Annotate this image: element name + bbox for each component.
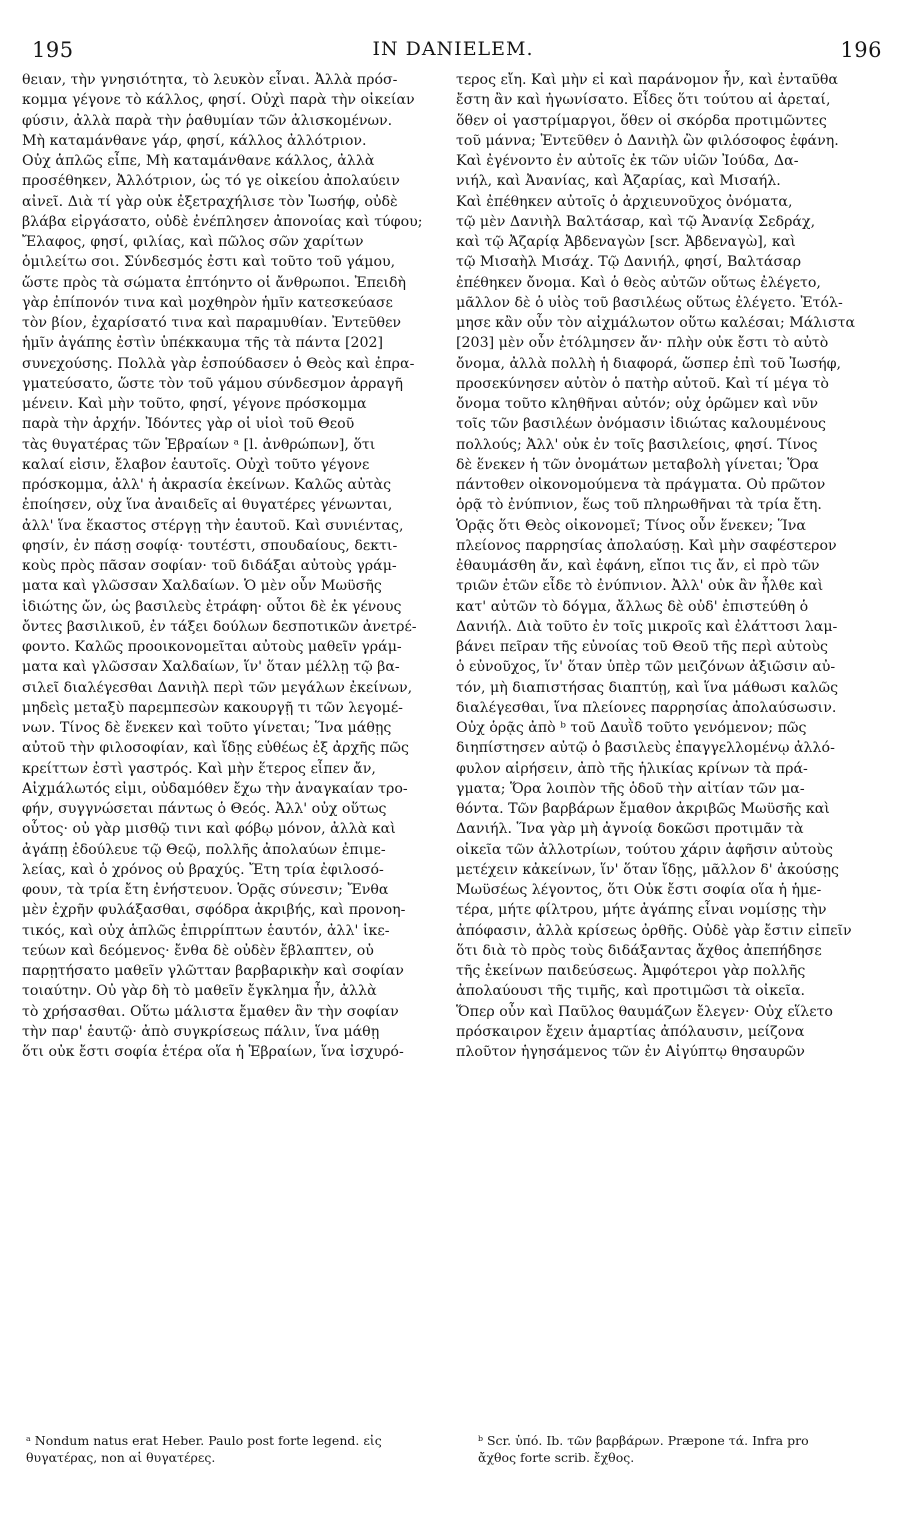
running-title: IN DANIELEM. xyxy=(372,38,534,60)
footnote-line: ᵇ Scr. ὑπό. Ib. τῶν βαρβάρων. Præpone τά. Infra pro xyxy=(478,1433,809,1448)
text-line: ὄνομα, ἀλλὰ πολλὴ ἡ διαφορά, ὥσπερ ἐπὶ τοῦ Ἰωσήφ, xyxy=(456,355,842,372)
footnote-right xyxy=(478,1432,908,1466)
text-line: θόντα. Τῶν βαρβάρων ἔμαθον ἀκριβῶς Μωϋσῆς καὶ xyxy=(456,801,830,817)
text-line: κομμα γέγονε τὸ κάλλος, φησί. Οὐχὶ παρὰ τὴν οἰκείαν xyxy=(22,92,415,109)
text-line: Οὐχ ἁπλῶς εἶπε, Μὴ καταμάνθανε κάλλος, ἀλλὰ xyxy=(22,153,375,169)
text-line: τὸν βίον, ἐχαρίσατό τινα καὶ παραμυθίαν. Ἐντεῦθεν xyxy=(22,315,402,331)
text-line: παρῃτήσατο μαθεῖν γλῶτταν βαρβαρικὴν καὶ σοφίαν xyxy=(22,963,404,979)
text-line: φησίν, ἐν πάσῃ σοφίᾳ· τουτέστι, σπουδαίους, δεκτι- xyxy=(22,537,398,554)
text-line: οἰκεῖα τῶν ἀλλοτρίων, τούτου χάριν ἀφῆσιν αὐτοὺς xyxy=(456,841,833,858)
text-line: κοὺς πρὸς πᾶσαν σοφίαν· τοῦ διδάξαι αὐτοὺς γράμ- xyxy=(22,558,397,574)
text-line: συνεχούσης. Πολλὰ γὰρ ἐσπούδασεν ὁ Θεὸς καὶ ἐπρα- xyxy=(22,355,415,372)
text-line: ἔστη ἂν καὶ ἠγωνίσατο. Εἶδες ὅτι τούτου αἱ ἀρεταί, xyxy=(456,92,831,109)
text-line: γὰρ ἐπίπονόν τινα καὶ μοχθηρὸν ἡμῖν κατεσκεύασε xyxy=(22,294,393,311)
text-line: μένειν. Καὶ μὴν τοῦτο, φησί, γέγονε πρόσκομμα xyxy=(22,396,367,412)
text-line: διηπίστησεν αὐτῷ ὁ βασιλεὺς ἐπαγγελλομένῳ ἀλλό- xyxy=(456,740,835,757)
text-line: φήν, συγγνώσεται πάντως ὁ Θεός. Ἀλλ' οὐχ οὕτως xyxy=(22,801,387,817)
text-line: ἀγάπῃ ἐδούλευε τῷ Θεῷ, πολλῆς ἀπολαύων ἐπιμε- xyxy=(22,841,386,858)
text-line: πρόσκομμα, ἀλλ' ἡ ἀκρασία ἐκείνων. Καλῶς αὐτὰς xyxy=(22,477,392,493)
text-line: γματεύσατο, ὥστε τὸν τοῦ γάμου σύνδεσμον ἀρραγῆ xyxy=(22,375,403,392)
footnote-line: θυγατέρας, non αἱ θυγατέρες. xyxy=(26,1450,216,1465)
text-line: διαλέγεσθαι, ἵνα πλείονες παρρησίας ἀπολαύσωσιν. xyxy=(456,699,837,716)
text-line: πρόσκαιρον ἔχειν ἁμαρτίας ἀπόλαυσιν, μείζονα xyxy=(456,1023,805,1040)
text-line: ἐθαυμάσθη ἄν, καὶ ἐφάνη, εἴποι τις ἄν, εἰ πρὸ τῶν xyxy=(456,558,820,574)
text-line: προσέθηκεν, Ἀλλότριον, ὡς τό γε οἰκείου ἀπολαύειν xyxy=(22,173,400,190)
text-line: Δανιήλ. Ἵνα γὰρ μὴ ἀγνοίᾳ δοκῶσι προτιμᾶν τὰ xyxy=(456,821,804,838)
text-line: φουν, τὰ τρία ἔτη ἐνήστευον. Ὁρᾷς σύνεσιν; Ἔνθα xyxy=(22,882,389,898)
text-line: τῷ Μισαὴλ Μισάχ. Τῷ Δανιήλ, φησί, Βαλτάσαρ xyxy=(456,254,802,271)
text-line: Οὐχ ὁρᾷς ἀπὸ ᵇ τοῦ Δαυῒδ τοῦτο γενόμενον; πῶς xyxy=(456,720,807,736)
text-line: προσεκύνησεν αὐτὸν ὁ πατὴρ αὐτοῦ. Καὶ τί μέγα τὸ xyxy=(456,375,829,392)
text-line: φύσιν, ἀλλὰ παρὰ τὴν ῥαθυμίαν τῶν ἀλισκομένων. xyxy=(22,112,393,129)
text-line: Μωϋσέως λέγοντος, ὅτι Οὐκ ἔστι σοφία οἵα ἡ ἡμε- xyxy=(456,882,822,898)
text-line: μηδεὶς μεταξὺ παρεμπεσὼν κακουργῇ τι τῶν λεγομέ- xyxy=(22,699,403,716)
text-line: τὰς θυγατέρας τῶν Ἑβραίων ᵃ [l. ἀνθρώπων], ὅτι xyxy=(22,436,376,453)
text-line: τὸ χρήσασθαι. Οὕτω μάλιστα ἔμαθεν ἂν τὴν σοφίαν xyxy=(22,1003,399,1020)
text-line: μετέχειν κἀκείνων, ἵν' ὅταν ἴδῃς, μᾶλλον δ' ἀκούσῃς xyxy=(456,861,839,878)
text-line: ὅθεν οἱ γαστρίμαργοι, ὅθεν οἱ σκόρδα προτιμῶντες xyxy=(456,112,827,129)
text-line: τικός, καὶ οὐχ ἁπλῶς ἐπιρρίπτων ἑαυτόν, ἀλλ' ἱκε- xyxy=(22,922,390,939)
text-line: τεύων καὶ δεόμενος· ἔνθα δὲ οὐδὲν ἔβλαπτεν, οὐ xyxy=(22,942,374,959)
page-number-left: 195 xyxy=(32,38,74,62)
footnote-line: ἄχθος forte scrib. ἔχθος. xyxy=(478,1450,635,1465)
page-header xyxy=(24,38,882,66)
text-line: ἀπολαύουσι τῆς τιμῆς, καὶ προτιμῶσι τὰ οἰκεῖα. xyxy=(456,983,806,1000)
text-line: μησε κἂν οὖν τὸν αἰχμάλωτον οὕτω καλέσαι; Μάλιστα xyxy=(456,315,856,331)
text-line: τοῖς τῶν βασιλέων ὀνόμασιν ἰδιώτας καλουμένους xyxy=(456,416,826,433)
right-column xyxy=(456,70,880,1062)
text-line: παρὰ τὴν ἀρχήν. Ἰδόντες γὰρ οἱ υἱοὶ τοῦ Θεοῦ xyxy=(22,416,355,433)
left-column xyxy=(22,70,446,1062)
text-line: ματα καὶ γλῶσσαν Χαλδαίων. Ὁ μὲν οὖν Μωϋσῆς xyxy=(22,578,382,595)
text-line: φυλον αἱρήσειν, ἀπὸ τῆς ἡλικίας κρίνων τὰ πρά- xyxy=(456,760,808,777)
text-line: νων. Τίνος δὲ ἕνεκεν καὶ τοῦτο γίνεται; Ἵνα μάθῃς xyxy=(22,720,392,736)
text-line: ἰδιώτης ὤν, ὡς βασιλεὺς ἐτράφη· οὗτοι δὲ ἐκ γένους xyxy=(22,598,402,615)
text-line: ἐπέθηκεν ὄνομα. Καὶ ὁ θεὸς αὐτῶν οὕτως ἐλέγετο, xyxy=(456,274,821,291)
text-line: μᾶλλον δὲ ὁ υἱὸς τοῦ βασιλέως οὕτως ἐλέγετο. Ἐτόλ- xyxy=(456,294,843,311)
text-line: ματα καὶ γλῶσσαν Χαλδαίων, ἵν' ὅταν μέλλῃ τῷ βα- xyxy=(22,659,400,676)
text-line: ὅτι οὐκ ἔστι σοφία ἑτέρα οἵα ἡ Ἑβραίων, ἵνα ἰσχυρό- xyxy=(22,1044,404,1060)
text-line: αὐτοῦ τὴν φιλοσοφίαν, καὶ ἴδῃς εὐθέως ἐξ ἀρχῆς πῶς xyxy=(22,740,409,757)
text-line: Καὶ ἐπέθηκεν αὐτοῖς ὁ ἀρχιευνοῦχος ὀνόματα, xyxy=(456,193,793,210)
text-line: πολλούς; Ἀλλ' οὐκ ἐν τοῖς βασιλείοις, φησί. Τίνος xyxy=(456,436,818,453)
text-line: ὥστε πρὸς τὰ σώματα ἐπτόηντο οἱ ἄνθρωποι. Ἐπειδὴ xyxy=(22,274,407,291)
footnote-line: ᵃ Nondum natus erat Heber. Paulo post forte legend. εἰς xyxy=(26,1433,382,1448)
text-line: ἀπόφασιν, ἀλλὰ κρίσεως ὀρθῆς. Οὐδὲ γὰρ ἔστιν εἰπεῖν xyxy=(456,922,852,939)
text-line: Ὅπερ οὖν καὶ Παῦλος θαυμάζων ἔλεγεν· Οὐχ εἵλετο xyxy=(456,1003,833,1020)
text-line: πλείονος παρρησίας ἀπολαύσῃ. Καὶ μὴν σαφέστερον xyxy=(456,537,837,554)
text-line: ὅτι διὰ τὸ πρὸς τοὺς διδάξαντας ἄχθος ἀπεπήδησε xyxy=(456,942,822,959)
footnote-left xyxy=(26,1432,456,1466)
text-line: τοιαύτην. Οὐ γὰρ δὴ τὸ μαθεῖν ἔγκλημα ἦν, ἀλλὰ xyxy=(22,983,377,1000)
text-line: καλαί εἰσιν, ἔλαβον ἑαυτοῖς. Οὐχὶ τοῦτο γέγονε xyxy=(22,456,370,473)
text-line: ὁρᾷ τὸ ἐνύπνιον, ἕως τοῦ πληρωθῆναι τὰ τρία ἔτη. xyxy=(456,497,822,514)
text-line: τριῶν ἐτῶν εἶδε τὸ ἐνύπνιον. Ἀλλ' οὐκ ἂν ἦλθε καὶ xyxy=(456,578,824,595)
page-number-right: 196 xyxy=(840,38,882,62)
text-line: Μὴ καταμάνθανε γάρ, φησί, κάλλος ἀλλότριον. xyxy=(22,132,367,149)
text-line: θειαν, τὴν γνησιότητα, τὸ λευκὸν εἶναι. Ἀλλὰ πρόσ- xyxy=(22,72,398,88)
text-line: βλάβα εἰργάσατο, οὐδὲ ἐνέπλησεν ἀπονοίας καὶ τύφου; xyxy=(22,213,423,230)
text-line: Ἔλαφος, φησί, φιλίας, καὶ πῶλος σῶν χαρίτων xyxy=(22,234,364,250)
text-line: τὴν παρ' ἑαυτῷ· ἀπὸ συγκρίσεως πάλιν, ἵνα μάθῃ xyxy=(22,1023,380,1040)
text-line: βάνει πεῖραν τῆς εὐνοίας τοῦ Θεοῦ τῆς περὶ αὐτοὺς xyxy=(456,639,828,655)
text-line: μὲν ἐχρῆν φυλάξασθαι, σφόδρα ἀκριβής, καὶ προνοη- xyxy=(22,902,406,919)
text-line: ἡμῖν ἀγάπης ἐστὶν ὑπέκκαυμα τῆς τὰ πάντα [202] xyxy=(22,335,384,352)
text-line: νιήλ, καὶ Ἀνανίας, καὶ Ἀζαρίας, καὶ Μισαήλ. xyxy=(456,173,781,190)
text-line: Δανιήλ. Διὰ τοῦτο ἐν τοῖς μικροῖς καὶ ἐλάττοσι λαμ- xyxy=(456,618,838,635)
text-line: πλοῦτον ἡγησάμενος τῶν ἐν Αἰγύπτῳ θησαυρῶν xyxy=(456,1044,805,1060)
text-line: Καὶ ἐγένοντο ἐν αὐτοῖς ἐκ τῶν υἱῶν Ἰούδα, Δα- xyxy=(456,153,799,169)
text-line: τοῦ μάννα; Ἐντεῦθεν ὁ Δανιὴλ ὢν φιλόσοφος ἐφάνη. xyxy=(456,132,839,149)
text-line: δὲ ἕνεκεν ἡ τῶν ὀνομάτων μεταβολὴ γίνεται; Ὅρα xyxy=(456,456,819,473)
text-line: τέρα, μήτε φίλτρου, μήτε ἀγάπης εἶναι νομίσῃς τὴν xyxy=(456,902,827,919)
text-line: ὄντες βασιλικοῦ, ἐν τάξει δούλων δεσποτικῶν ἀνετρέ- xyxy=(22,618,417,635)
text-line: κατ' αὐτῶν τὸ δόγμα, ἄλλως δὲ οὐδ' ἐπιστεύθη ὁ xyxy=(456,598,809,615)
text-line: καὶ τῷ Ἀζαρίᾳ Ἀβδεναγὼν [scr. Ἀβδεναγὼ], καὶ xyxy=(456,234,796,250)
text-line: ὁ εὐνοῦχος, ἵν' ὅταν ὑπὲρ τῶν μειζόνων ἀξιῶσιν αὐ- xyxy=(456,659,836,676)
text-line: Ὁρᾷς ὅτι Θεὸς οἰκονομεῖ; Τίνος οὖν ἕνεκεν; Ἵνα xyxy=(456,517,806,534)
text-line: αἰνεῖ. Διὰ τί γὰρ οὐκ ἐξετραχήλισε τὸν Ἰωσήφ, οὐδὲ xyxy=(22,193,398,210)
text-line: ἀλλ' ἵνα ἕκαστος στέργῃ τὴν ἑαυτοῦ. Καὶ συνιέντας, xyxy=(22,517,404,534)
text-line: τερος εἴη. Καὶ μὴν εἰ καὶ παράνομον ἦν, καὶ ἐνταῦθα xyxy=(456,72,838,88)
text-line: σιλεῖ διαλέγεσθαι Δανιὴλ περὶ τῶν μεγάλων ἐκείνων, xyxy=(22,679,413,696)
text-line: οὗτος· οὐ γὰρ μισθῷ τινι καὶ φόβῳ μόνον, ἀλλὰ καὶ xyxy=(22,821,396,838)
text-line: ἐποίησεν, οὐχ ἵνα ἀναιδεῖς αἱ θυγατέρες γένωνται, xyxy=(22,497,393,514)
text-line: γματα; Ὅρα λοιπὸν τῆς ὁδοῦ τὴν αἰτίαν τῶν μα- xyxy=(456,780,805,797)
text-line: φοντο. Καλῶς προοικονομεῖται αὐτοὺς μαθεῖν γράμ- xyxy=(22,639,402,655)
text-line: λείας, καὶ ὁ χρόνος οὐ βραχύς. Ἔτη τρία ἐφιλοσό- xyxy=(22,861,384,878)
text-line: Αἰχμάλωτός εἰμι, οὐδαμόθεν ἔχω τὴν ἀναγκαίαν τρο- xyxy=(22,780,408,797)
text-line: [203] μὲν οὖν ἐτόλμησεν ἄν· πλὴν οὐκ ἔστι τὸ αὐτὸ xyxy=(456,335,829,352)
text-line: τῆς ἐκείνων παιδεύσεως. Ἀμφότεροι γὰρ πολλῆς xyxy=(456,963,806,979)
text-line: πάντοθεν οἰκονομούμενα τὰ πράγματα. Οὐ πρῶτον xyxy=(456,477,826,493)
text-line: ὁμιλείτω σοι. Σύνδεσμός ἐστι καὶ τοῦτο τοῦ γάμου, xyxy=(22,254,396,271)
text-line: τόν, μὴ διαπιστήσας διαπτύῃ, καὶ ἵνα μάθωσι καλῶς xyxy=(456,679,839,696)
text-line: τῷ μὲν Δανιὴλ Βαλτάσαρ, καὶ τῷ Ἀνανίᾳ Σεδράχ, xyxy=(456,213,816,230)
text-line: ὄνομα τοῦτο κληθῆναι αὐτόν; οὐχ ὁρῶμεν καὶ νῦν xyxy=(456,396,818,412)
text-line: κρείττων ἐστὶ γαστρός. Καὶ μὴν ἕτερος εἶπεν ἄν, xyxy=(22,760,376,777)
